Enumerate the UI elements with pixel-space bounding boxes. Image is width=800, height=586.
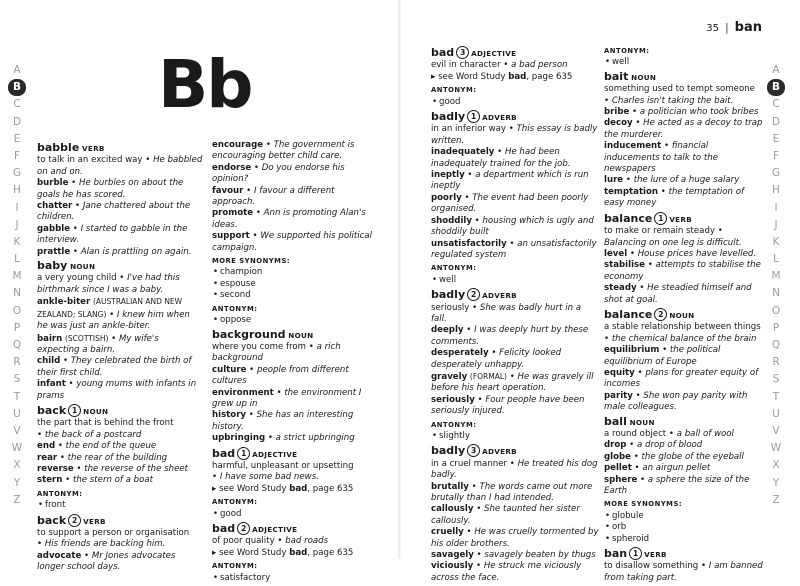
synonym: support	[212, 231, 250, 242]
alphabet-tab-o[interactable]: O	[771, 304, 781, 317]
synonym: inadequately	[431, 147, 495, 158]
example: plans for greater equity of incomes	[604, 367, 759, 390]
running-header	[706, 20, 762, 35]
alphabet-tab-z[interactable]: Z	[13, 493, 21, 506]
alphabet-tab-p[interactable]: P	[13, 321, 21, 334]
example: a ball of wool	[676, 429, 734, 439]
example: the end of the queue	[65, 441, 157, 452]
synonym: child	[37, 356, 61, 367]
alphabet-tab-u[interactable]: U	[13, 407, 21, 420]
definition: to make or remain steady	[604, 226, 715, 237]
example: His friends are backing him.	[44, 539, 166, 550]
example: the globe of the eyeball	[641, 451, 744, 462]
alphabet-tab-f[interactable]: F	[13, 149, 21, 162]
alphabet-tab-c[interactable]: C	[13, 98, 21, 111]
example: Do you endorse his opinion?	[212, 162, 345, 185]
example: She has an interesting history.	[212, 410, 354, 432]
sense-number: 1	[629, 547, 642, 560]
column-4	[604, 44, 766, 586]
headword: bad	[212, 522, 236, 535]
alphabet-tab-q[interactable]: Q	[12, 339, 22, 351]
alphabet-tab-m[interactable]: M	[771, 270, 781, 283]
antonym: front	[45, 500, 66, 511]
definition: harmful, unpleasant or upsetting	[212, 460, 354, 471]
see-also-word[interactable]: bad	[508, 71, 527, 82]
synonym: cruelly	[431, 527, 464, 538]
alphabet-tab-n[interactable]: N	[772, 287, 780, 300]
example: He struck me viciously across the face.	[431, 561, 582, 583]
column-1	[37, 140, 203, 576]
entry-badly-3: badly 3 ADVERB in a cruel manner • He treated his dog badly. brutally • The words came out more brutally than I had intended. callously • She taunted her sister callously. cruelly • He was cruelly tormented by his older brothers. savagely • savagely beaten by thugs viciously • He struck me viciously across the face.	[431, 444, 599, 583]
alphabet-tab-i[interactable]: I	[15, 201, 19, 214]
antonym-label: ANTONYM:	[37, 489, 83, 498]
entry-balance-2: balance 2 NOUN a stable relationship between things • the chemical balance of the brain equilibrium • the political equilibrium of Europe equity • plans for greater equity of incomes parity • She won pay parity with male colleagues.	[604, 308, 766, 414]
alphabet-tab-j[interactable]: J	[15, 218, 19, 231]
antonym-label: ANTONYM:	[604, 47, 650, 55]
example: the rear of the building	[67, 452, 168, 463]
example: I am banned from taking part.	[604, 561, 763, 583]
alphabet-tab-q[interactable]: Q	[771, 339, 781, 351]
antonym: good	[220, 508, 242, 519]
synonym: prattle	[37, 246, 71, 257]
alphabet-tab-t[interactable]: T	[772, 390, 780, 403]
entry-bad-3: bad 3 ADJECTIVE evil in character • a bad person ▸ see Word Study bad, page 635 ANTONYM: • good	[431, 46, 599, 108]
definition: to disallow something	[604, 561, 699, 572]
definition: the part that is behind the front	[37, 418, 174, 429]
synonym: stabilise	[604, 260, 645, 271]
alphabet-tab-l[interactable]: L	[773, 253, 779, 266]
part-of-speech: NOUN	[629, 417, 655, 427]
alphabet-tab-e[interactable]: E	[13, 132, 21, 145]
sense-number: 1	[237, 447, 250, 460]
headword: bad	[431, 46, 455, 59]
sense-number: 1	[68, 404, 81, 417]
example: He treated his dog badly.	[431, 458, 598, 481]
definition: a very young child	[37, 273, 117, 284]
see-also: see Word Study	[219, 483, 287, 494]
definition: where you come from	[212, 341, 307, 352]
part-of-speech: NOUN	[669, 310, 695, 320]
entry-ban-1: ban 1 VERB to disallow something • I am banned from taking part.	[604, 547, 763, 583]
more-synonym: orb	[612, 522, 627, 533]
antonym: well	[612, 57, 630, 68]
book-gutter	[398, 0, 402, 559]
part-of-speech: VERB	[644, 550, 667, 560]
example: Ann is promoting Alan's ideas.	[212, 208, 366, 230]
part-of-speech: VERB	[669, 214, 692, 224]
example: Balancing on one leg is difficult.	[604, 237, 742, 248]
alphabet-tab-s[interactable]: S	[772, 373, 780, 386]
alphabet-tab-a[interactable]: A	[772, 64, 780, 76]
alphabet-tab-d[interactable]: D	[771, 115, 781, 128]
synonym: globe	[604, 451, 631, 462]
alphabet-tab-u[interactable]: U	[772, 407, 780, 420]
synonym: pellet	[604, 463, 632, 474]
alphabet-tab-c[interactable]: C	[772, 98, 780, 111]
part-of-speech: NOUN	[83, 406, 109, 416]
example: I favour a different approach.	[212, 185, 335, 208]
example: I started to gabble in the interview.	[37, 223, 188, 246]
synonym: burble	[37, 178, 69, 189]
sense-number: 1	[654, 212, 667, 225]
synonym: viciously	[431, 561, 474, 572]
example: housing which is ugly and shoddily built	[431, 215, 594, 238]
alphabet-tab-v[interactable]: V	[772, 424, 780, 437]
alphabet-tab-r[interactable]: R	[772, 356, 780, 369]
more-synonym: champion	[220, 267, 263, 278]
synonym: endorse	[212, 162, 252, 173]
example: people from different cultures	[212, 364, 349, 387]
antonym-label: ANTONYM:	[431, 264, 477, 273]
example: a department which is run ineptly	[431, 170, 589, 192]
alphabet-tab-y[interactable]: Y	[772, 476, 780, 489]
alphabet-tab-d[interactable]: D	[12, 115, 22, 128]
headword: background	[212, 327, 286, 341]
more-synonym: spheroid	[612, 533, 650, 544]
antonym: good	[439, 96, 461, 107]
example: Four people have been seriously injured.	[431, 394, 585, 417]
example: House prices have levelled.	[637, 248, 757, 259]
example: the environment I grew up in	[212, 387, 362, 409]
see-also-page: , page 635	[307, 483, 354, 494]
definition: a stable relationship between things	[604, 322, 761, 333]
see-also-page: , page 635	[526, 71, 573, 82]
alphabet-tab-k[interactable]: K	[13, 235, 21, 248]
usage-label: (AUSTRALIAN AND NEW ZEALAND; SLANG)	[37, 297, 183, 319]
usage-label: (FORMAL)	[469, 371, 507, 381]
entry-bait: bait NOUN something used to tempt someone • Charles isn't taking the bait. bribe • a politician who took bribes decoy • He acted as a decoy to trap the murderer. inducement • financial inducements to talk to the newspapers lure • the lure of a huge salary temptation • the temptation of easy money	[604, 71, 766, 210]
synonym: gabble	[37, 223, 71, 234]
synonym: reverse	[37, 463, 74, 474]
synonym: bairn	[37, 333, 63, 344]
example: bad roads	[285, 536, 329, 547]
headword: baby	[37, 259, 68, 273]
example: He was gravely ill before his heart operation.	[431, 371, 594, 394]
synonym: sphere	[604, 474, 638, 485]
headword: back	[37, 513, 67, 527]
example: the reverse of the sheet	[84, 463, 189, 474]
example: She taunted her sister callously.	[431, 504, 580, 526]
example: I was deeply hurt by these comments.	[431, 325, 589, 347]
synonym: end	[37, 441, 56, 452]
entry-badly-2: badly 2 ADVERB seriously • She was badly hurt in a fall. deeply • I was deeply hurt by these comments. desperately • Felicity looked desperately unhappy. gravely (FORMAL) • He was gravely ill before his heart operation. seriously • Four people have been seriously injured. ANTONYM: • slightly	[431, 288, 599, 442]
definition: in an inferior way	[431, 124, 506, 135]
definition: something used to tempt someone	[604, 84, 755, 95]
synonym: equilibrium	[604, 345, 660, 356]
example: I have some bad news.	[219, 472, 319, 483]
alphabet-tab-z[interactable]: Z	[772, 493, 780, 506]
headword: back	[37, 403, 67, 417]
alphabet-tab-h[interactable]: H	[772, 184, 780, 197]
synonym: stern	[37, 475, 63, 486]
synonym: desperately	[431, 348, 489, 359]
example: He burbles on about the goals he has scored.	[37, 178, 184, 200]
headword: badly	[431, 444, 466, 458]
example: attempts to stabilise the economy	[604, 260, 761, 282]
example: He steadied himself and shot at goal.	[604, 283, 752, 305]
alphabet-tab-y[interactable]: Y	[13, 476, 21, 489]
example: the political equilibrium of Europe	[604, 345, 721, 367]
alphabet-index-right	[767, 62, 785, 509]
headword: balance	[604, 211, 653, 225]
alphabet-tab-g[interactable]: G	[12, 167, 22, 180]
entry-badly-1: badly 1 ADVERB in an inferior way • This essay is badly written. inadequately • He had been inadequately trained for the job. ineptly • a department which is run ineptly poorly • The event had been poorly organised. shoddily • housing which is ugly and shoddily built unsatisfactorily • an unsatisfactorily regulated system ANTONYM: • well	[431, 110, 598, 285]
synonym: upbringing	[212, 433, 266, 444]
example: a sphere the size of the Earth	[604, 474, 750, 497]
antonym: well	[439, 274, 457, 285]
example: He had been inadequately trained for the job.	[431, 147, 571, 169]
entry-bad-2: bad 2 ADJECTIVE of poor quality • bad roads ▸ see Word Study bad, page 635 ANTONYM: • satisfactory	[212, 522, 380, 584]
more-synonym: globule	[612, 510, 644, 521]
definition: evil in character	[431, 60, 501, 71]
alphabet-tab-x[interactable]: X	[772, 459, 780, 472]
headword: ban	[604, 547, 628, 561]
example: The government is encouraging better child care.	[212, 140, 355, 162]
arrow-right-icon: ▸	[212, 483, 217, 494]
example: the stern of a boat	[72, 475, 154, 486]
entry-balance-1: balance 1 VERB to make or remain steady • Balancing on one leg is difficult. level • House prices have levelled. stabilise • attempts to stabilise the economy steady • He steadied himself and shot at goal.	[604, 211, 761, 305]
alphabet-tab-v[interactable]: V	[13, 424, 21, 437]
entry-background: background NOUN where you come from • a rich background culture • people from different cultures environment • the environment I grew up in history • She has an interesting history. upbringing • a strict upbringing	[212, 327, 362, 444]
entry-badly-3-antonym: ANTONYM: • well	[604, 46, 766, 69]
synonym: brutally	[431, 481, 469, 492]
example: a strict upbringing	[275, 433, 355, 444]
synonym: unsatisfactorily	[431, 238, 507, 249]
example: She won pay parity with male colleagues.	[604, 390, 748, 413]
example: the back of a postcard	[44, 429, 142, 440]
example: a drop of blood	[637, 440, 703, 451]
synonym: favour	[212, 185, 244, 196]
example: a rich background	[212, 341, 341, 364]
example: a politician who took bribes	[639, 107, 759, 118]
example: The words came out more brutally than I had intended.	[431, 481, 593, 504]
synonym: bribe	[604, 107, 630, 118]
more-synonyms-label: MORE SYNONYMS:	[604, 500, 683, 509]
definition: a round object	[604, 429, 667, 439]
page-number: 35	[706, 23, 719, 34]
synonym: drop	[604, 440, 627, 451]
alphabet-tab-l[interactable]: L	[14, 253, 20, 266]
synonym: rear	[37, 452, 58, 463]
alphabet-tab-j[interactable]: J	[774, 218, 778, 231]
example: the chemical balance of the brain	[611, 333, 757, 344]
alphabet-tab-k[interactable]: K	[772, 235, 780, 248]
definition: of poor quality	[212, 536, 275, 547]
example: He acted as a decoy to trap the murderer.	[604, 118, 763, 140]
synonym: inducement	[604, 141, 662, 152]
synonym: history	[212, 410, 247, 421]
alphabet-tab-h[interactable]: H	[13, 184, 21, 197]
definition: to support a person or organisation	[37, 528, 190, 538]
column-3	[431, 44, 599, 586]
alphabet-tab-s[interactable]: S	[13, 373, 21, 386]
entry-ball: ball NOUN a round object • a ball of wool drop • a drop of blood globe • the globe of the eyeball pellet • an airgun pellet sphere • a sphere the size of the Earth MORE SYNONYMS: • globule • orb • spheroid	[604, 416, 766, 545]
see-also-word[interactable]: bad	[289, 483, 308, 494]
arrow-right-icon: ▸	[212, 547, 217, 558]
part-of-speech: ADJECTIVE	[252, 525, 298, 534]
synonym: promote	[212, 208, 254, 219]
synonym: poorly	[431, 192, 462, 203]
part-of-speech: ADJECTIVE	[252, 449, 298, 459]
alphabet-tab-g[interactable]: G	[771, 167, 781, 180]
synonym: seriously	[431, 394, 475, 405]
example: Mr Jones advocates longer school days.	[37, 550, 176, 573]
example: Jane chattered about the children.	[37, 201, 191, 223]
headword: ball	[604, 414, 627, 428]
synonym: lure	[604, 175, 624, 186]
header-separator: |	[724, 21, 729, 34]
example: This essay is badly written.	[431, 124, 598, 146]
example: Charles isn't taking the bait.	[611, 95, 734, 106]
synonym: gravely	[431, 371, 468, 382]
example: young mums with infants in prams	[37, 379, 197, 401]
example: Felicity looked desperately unhappy.	[431, 348, 562, 370]
synonym: steady	[604, 283, 637, 294]
synonym: parity	[604, 390, 633, 401]
example: an unsatisfactorily regulated system	[431, 238, 597, 260]
part-of-speech: ADVERB	[482, 447, 517, 457]
more-synonyms-label: MORE SYNONYMS:	[212, 257, 291, 266]
synonym: chatter	[37, 201, 73, 212]
arrow-right-icon: ▸	[431, 71, 436, 82]
example: They celebrated the birth of their first child.	[37, 356, 192, 378]
alphabet-tab-w[interactable]: W	[11, 442, 23, 455]
headword: badly	[431, 288, 466, 302]
example: a bad person	[511, 60, 568, 71]
synonym: callously	[431, 504, 474, 515]
antonym: satisfactory	[220, 572, 271, 583]
alphabet-tab-o[interactable]: O	[12, 304, 22, 317]
alphabet-tab-t[interactable]: T	[13, 390, 21, 403]
see-also-page: , page 635	[307, 547, 354, 558]
definition: seriously	[431, 302, 470, 313]
sense-number: 1	[467, 110, 480, 123]
alphabet-tab-f[interactable]: F	[772, 149, 780, 162]
sense-number: 2	[654, 308, 667, 321]
alphabet-tab-i[interactable]: I	[774, 201, 778, 214]
alphabet-tab-m[interactable]: M	[12, 270, 22, 283]
alphabet-tab-b[interactable]: B	[767, 79, 785, 96]
example: the temptation of easy money	[604, 186, 745, 209]
synonym: decoy	[604, 118, 633, 129]
part-of-speech: ADJECTIVE	[471, 49, 517, 58]
synonym: shoddily	[431, 215, 472, 226]
definition: to talk in an excited way	[37, 155, 143, 166]
headword: balance	[604, 307, 653, 321]
alphabet-index-left	[8, 62, 26, 509]
synonym: ineptly	[431, 170, 465, 181]
example: financial inducements to talk to the newspapers	[604, 141, 718, 175]
synonym: temptation	[604, 186, 659, 197]
headword: badly	[431, 110, 466, 124]
synonym: advocate	[37, 550, 82, 561]
example: We supported his political campaign.	[212, 231, 372, 253]
more-synonym: espouse	[220, 278, 256, 289]
entry-baby: baby NOUN a very young child • I've had this birthmark since I was a baby. ankle-biter (AUSTRALIAN AND NEW ZEALAND; SLANG) • I knew him when he was just an ankle-biter. bairn (SCOTTISH) • My wife's expecting a bairn. child • They celebrated the birth of their first child. infant • young mums with infants in prams	[37, 259, 197, 401]
alphabet-tab-n[interactable]: N	[13, 287, 21, 300]
antonym-label: ANTONYM:	[212, 304, 258, 313]
see-also-word[interactable]: bad	[289, 547, 308, 558]
part-of-speech: VERB	[83, 516, 106, 526]
see-also: see Word Study	[438, 71, 506, 82]
entry-back-1: back 1 NOUN the part that is behind the front • the back of a postcard end • the end of the queue rear • the rear of the building reverse • the reverse of the sheet stern • the stern of a boat ANTONYM: • front	[37, 404, 203, 512]
synonym: environment	[212, 387, 274, 398]
antonym-label: ANTONYM:	[212, 562, 258, 571]
more-synonym: second	[220, 290, 251, 301]
example: savagely beaten by thugs	[484, 550, 596, 561]
antonym: slightly	[439, 431, 470, 441]
entry-back-2: back 2 VERB to support a person or organisation • His friends are backing him. advocate • Mr Jones advocates longer school days.	[37, 514, 203, 574]
sense-number: 2	[467, 288, 480, 301]
definition: in a cruel manner	[431, 458, 508, 469]
example: He babbled on and on.	[37, 155, 203, 177]
alphabet-tab-x[interactable]: X	[13, 459, 21, 472]
antonym-label: ANTONYM:	[212, 498, 258, 507]
headword: bait	[604, 69, 629, 83]
synonym: ankle-biter	[37, 297, 91, 308]
sense-number: 2	[68, 514, 81, 527]
headword: bad	[212, 446, 236, 460]
example: an airgun pellet	[642, 463, 711, 474]
part-of-speech: ADVERB	[482, 113, 517, 123]
example: The event had been poorly organised.	[431, 192, 589, 215]
entry-babble: babble VERB to talk in an excited way • He babbled on and on. burble • He burbles on about the goals he has scored. chatter • Jane chattered about the children. gabble • I started to gabble in the interview. prattle • Alan is prattling on again.	[37, 141, 203, 257]
sense-number: 3	[456, 46, 469, 59]
example: I knew him when he was just an ankle-biter.	[37, 309, 190, 332]
synonym: deeply	[431, 325, 464, 336]
sense-number: 2	[237, 522, 250, 535]
alphabet-tab-e[interactable]: E	[772, 132, 780, 145]
alphabet-tab-b[interactable]: B	[8, 79, 26, 96]
usage-label: (SCOTTISH)	[65, 333, 109, 343]
alphabet-tab-a[interactable]: A	[13, 64, 21, 76]
column-2	[212, 140, 380, 586]
running-headword: ban	[734, 20, 762, 35]
example: My wife's expecting a bairn.	[37, 333, 159, 355]
headword: babble	[37, 141, 80, 154]
antonym-label: ANTONYM:	[431, 86, 477, 95]
part-of-speech: NOUN	[631, 72, 657, 82]
part-of-speech: ADVERB	[482, 291, 517, 301]
example: I've had this birthmark since I was a baby.	[37, 273, 180, 295]
see-also: see Word Study	[219, 547, 287, 558]
entry-bad-1: bad 1 ADJECTIVE harmful, unpleasant or upsetting • I have some bad news. ▸ see Word Study bad, page 635 ANTONYM: • good	[212, 447, 380, 520]
synonym: level	[604, 248, 628, 259]
example: He was cruelly tormented by his older brothers.	[431, 527, 599, 549]
synonym: equity	[604, 367, 635, 378]
synonym: savagely	[431, 550, 474, 561]
antonym-label: ANTONYM:	[431, 420, 477, 429]
entry-back-2-continued: encourage • The government is encouraging better child care. endorse • Do you endorse his opinion? favour • I favour a different approach. promote • Ann is promoting Alan's ideas. support • We supported his political campaign. MORE SYNONYMS: • champion • espouse • second ANTONYM: • oppose	[212, 140, 380, 327]
alphabet-tab-r[interactable]: R	[13, 356, 21, 369]
part-of-speech: NOUN	[70, 262, 96, 272]
alphabet-tab-w[interactable]: W	[770, 442, 782, 455]
alphabet-tab-p[interactable]: P	[772, 321, 780, 334]
example: She was badly hurt in a fall.	[431, 302, 582, 324]
synonym: encourage	[212, 140, 264, 150]
sense-number: 3	[467, 444, 480, 457]
part-of-speech: NOUN	[288, 330, 314, 340]
antonym: oppose	[220, 315, 252, 326]
part-of-speech: VERB	[82, 144, 105, 153]
synonym: infant	[37, 379, 66, 390]
synonym: culture	[212, 364, 247, 375]
section-letter: Bb	[158, 46, 252, 123]
example: the lure of a huge salary	[633, 175, 740, 186]
example: Alan is prattling on again.	[80, 246, 192, 257]
